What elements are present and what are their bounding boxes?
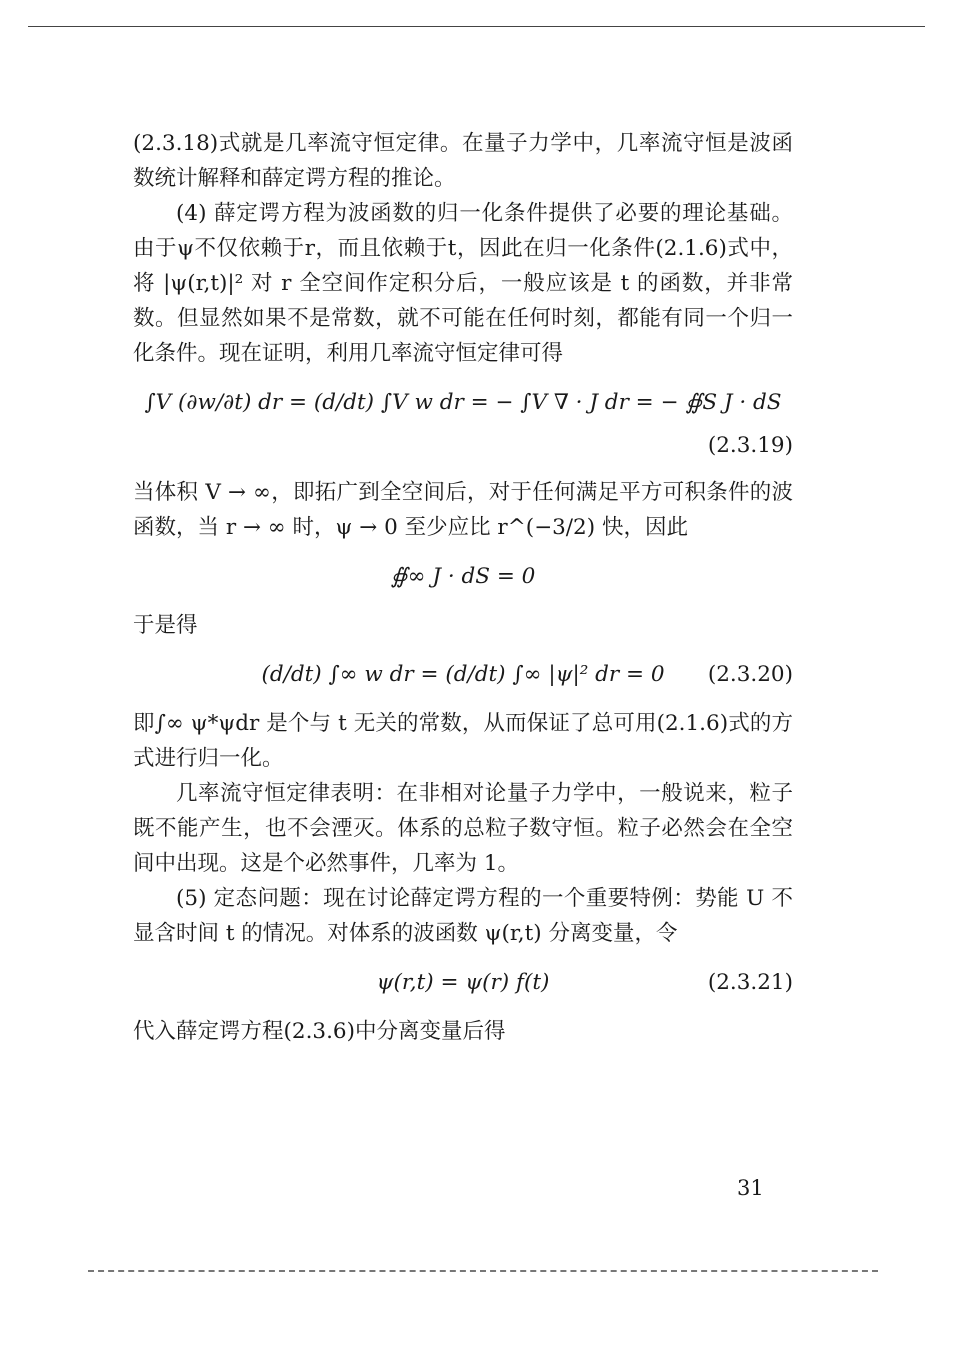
paragraph-infinite-volume: 当体积 V → ∞，即拓广到全空间后，对于任何满足平方可积条件的波函数，当 r → ∞ 时，ψ → 0 至少应比 r^(−3/2) 快，因此 [133, 480, 793, 540]
paragraph-substitute: 代入薛定谔方程(2.3.6)中分离变量后得 [133, 1019, 506, 1044]
footer-rule [88, 1270, 878, 1272]
equation-2-3-19 [133, 385, 793, 420]
paragraph-therefore: 于是得 [133, 613, 198, 638]
equation-2-3-21-number: (2.3.21) [707, 970, 793, 995]
page-body [133, 126, 793, 1049]
paragraph-normalization: (4) 薛定谔方程为波函数的归一化条件提供了必要的理论基础。由于ψ不仅依赖于r，而且依赖于t，因此在归一化条件(2.1.6)式中，将 |ψ(r,t)|² 对 r 全空间作定积分后，一般应该是 t 的函数，并非常数。但显然如果不是常数，就不可能在任何时刻，都能有同一个归一化条件。现在证明，利用几率流守恒定律可得 [133, 201, 793, 366]
equation-surface-integral [133, 559, 793, 594]
paragraph-stationary-states: (5) 定态问题：现在讨论薛定谔方程的一个重要特例：势能 U 不显含时间 t 的情况。对体系的波函数 ψ(r,t) 分离变量，令 [133, 886, 793, 946]
equation-2-3-20-number: (2.3.20) [707, 662, 793, 687]
header-rule [28, 26, 925, 27]
equation-2-3-20-body: (d/dt) ∫∞ w dr = (d/dt) ∫∞ |ψ|² dr = 0 [261, 662, 665, 687]
equation-2-3-21-body: ψ(r,t) = ψ(r) f(t) [376, 970, 550, 995]
paragraph-particle-conservation: 几率流守恒定律表明：在非相对论量子力学中，一般说来，粒子既不能产生，也不会湮灭。体系的总粒子数守恒。粒子必然会在全空间中出现。这是个必然事件，几率为 1。 [133, 781, 793, 876]
equation-2-3-20 [133, 657, 793, 692]
paragraph-conservation-law: (2.3.18)式就是几率流守恒定律。在量子力学中，几率流守恒是波函数统计解释和薛定谔方程的推论。 [133, 131, 793, 191]
page-number: 31 [737, 1176, 764, 1200]
equation-surface-integral-body: ∯∞ J · dS = 0 [390, 564, 536, 589]
equation-2-3-19-body: ∫V (∂w/∂t) dr = (d/dt) ∫V w dr = − ∫V ∇ · J dr = − ∯S J · dS [144, 390, 782, 415]
equation-2-3-19-number: (2.3.19) [707, 433, 793, 458]
equation-2-3-21 [133, 965, 793, 1000]
paragraph-constant: 即∫∞ ψ*ψdr 是个与 t 无关的常数，从而保证了总可用(2.1.6)式的方式进行归一化。 [133, 711, 793, 771]
